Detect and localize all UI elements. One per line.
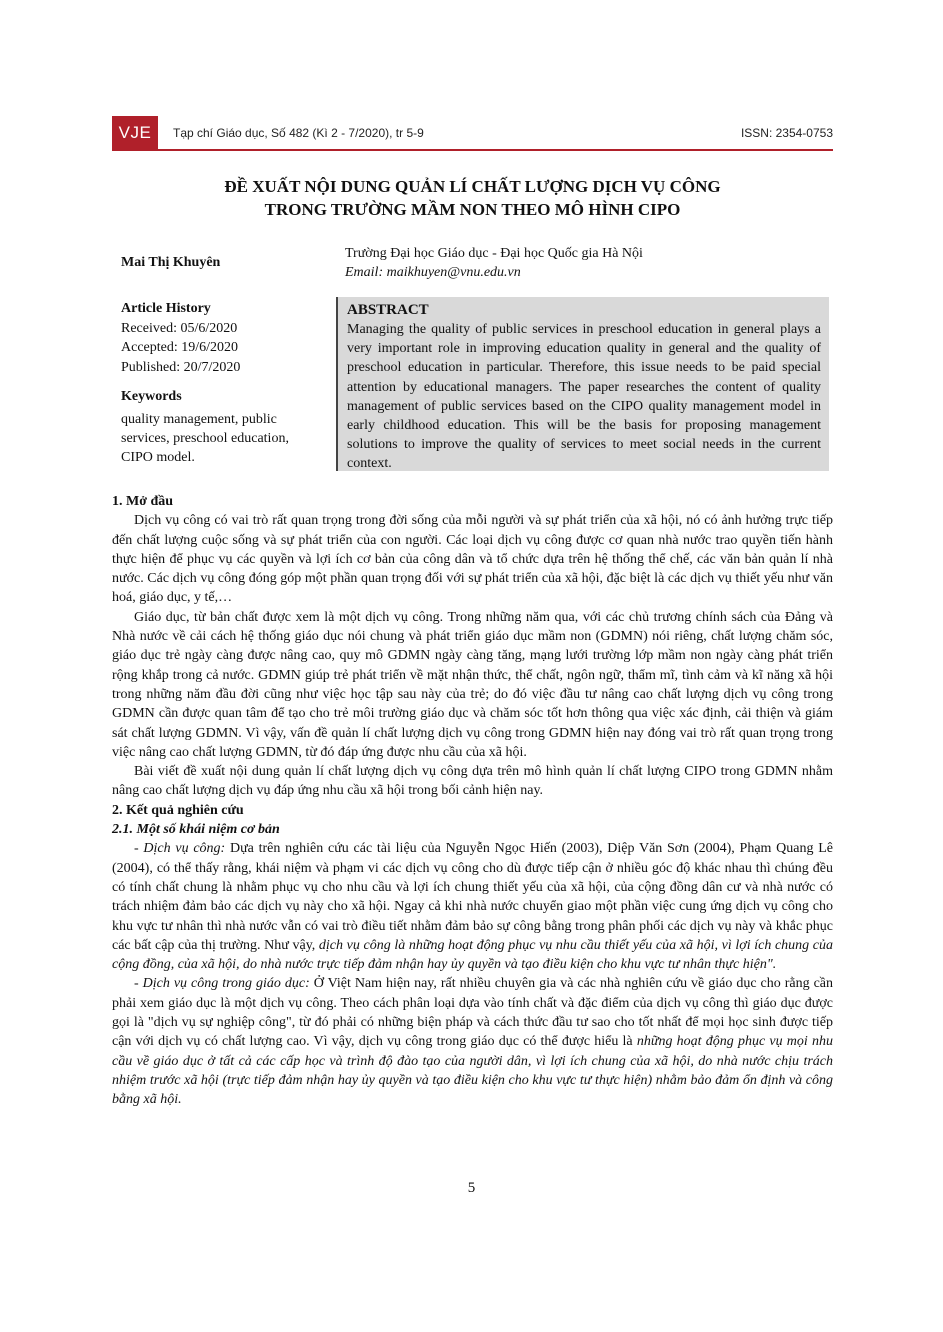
- article-info: [121, 299, 316, 467]
- paragraph-3: Bài viết đề xuất nội dung quản lí chất lượng dịch vụ công dựa trên mô hình quản lí chất lượng CIPO trong GDMN nhằm nâng cao chất lượng dịch vụ đáp ứng nhu cầu xã hội trong bối cảnh hiện nay.: [112, 764, 833, 799]
- paragraph-2: Giáo dục, từ bản chất được xem là một dịch vụ công. Trong những năm qua, với các chủ trương chính sách của Đảng và Nhà nước về cải cách hệ thống giáo dục nói chung và phát triển giáo dục mầm non (GDMN) nói riêng, chất lượng chăm sóc, giáo dục trẻ ngày càng được nâng cao, quy mô GDMN ngày càng tăng, mạng lưới trường lớp mầm non ngày càng phát triển rộng khắp trong cả nước. GDMN giúp trẻ phát triển về mặt nhận thức, thể chất, ngôn ngữ, thẩm mĩ, tình cảm và kĩ năng xã hội trong những năm đầu đời cũng như việc học tập sau này của trẻ; do đó việc đầu tư nâng cao chất lượng dịch vụ công trong GDMN cần được quan tâm để tạo cho trẻ môi trường giáo dục và chăm sóc tốt hơn thông qua việc xác định, cải thiện và giám sát chất lượng GDMN. Vì vậy, vấn đề quản lí chất lượng dịch vụ công trong GDMN hiện nay đóng vai trò rất quan trọng trong việc nâng cao chất lượng GDMN, từ đó đáp ứng được nhu cầu của xã hội.: [112, 609, 833, 760]
- author-email: Email: maikhuyen@vnu.edu.vn: [345, 265, 521, 280]
- term-dich-vu-cong: - Dịch vụ công:: [134, 841, 226, 857]
- page-number: 5: [467, 1180, 476, 1196]
- paragraph-4-text: Dựa trên nghiên cứu các tài liệu của Nguyễn Ngọc Hiến (2003), Diệp Văn Sơn (2004), Phạm Quang Lê (2004), có thể thấy rằng, khái niệm và phạm vi các dịch vụ công cho dù được tiếp cận ở nhiều góc độ khác nhau thì chúng đều có tính chất chung là nhằm phục vụ cho nhu cầu và lợi ích chung thiết yếu của xã hội, của cộng đồng dân cư và nhà nước có trách nhiệm đảm bảo các dịch vụ này cho xã hội. Ngay cả khi nhà nước chuyển giao một phần việc cung ứng dịch vụ công cho khu vực tư nhân thì nhà nước vẫn có vai trò điều tiết nhằm đảm bảo sự công bằng trong phân phối các dịch vụ này và khắc phục các bất cập của thị trường. Như vậy,: [112, 841, 834, 953]
- paragraph-4-definition: dịch vụ công là những hoạt động phục vụ nhu cầu thiết yếu của xã hội, vì lợi ích chung của cộng đồng, của xã hội, do nhà nước trực tiếp đảm nhận hay ủy quyền và tạo điều kiện cho khu vực tư nhân thực hiện".: [112, 937, 833, 973]
- paragraph-5-definition: những hoạt động phục vụ mọi nhu cầu về giáo dục ở tất cả các cấp học và trình độ đào tạo của người dân, vì lợi ích chung của xã hội, do nhà nước chịu trách nhiệm trước xã hội (trực tiếp đảm nhận hay ủy quyền và tạo điều kiện cho khu vực tư thực hiện) nhằm bảo đảm ổn định và công bằng xã hội.: [112, 1034, 833, 1108]
- article-history-heading: Article History: [121, 301, 211, 316]
- author-name: Mai Thị Khuyên: [121, 255, 221, 270]
- section-2-heading: 2. Kết quả nghiên cứu: [112, 802, 244, 818]
- author-affiliation-block: [345, 244, 643, 282]
- paragraph-1: Dịch vụ công có vai trò rất quan trọng trong đời sống của mỗi người và sự phát triển của xã hội, nó có ảnh hưởng trực tiếp đến chất lượng cuộc sống và sự phát triển của con người. Các loại dịch vụ công được cơ quan nhà nước trao quyền tiến hành thực hiện để phục vụ các quyền và lợi ích cơ bản của công dân và tổ chức dựa trên hệ thống thể chế, các văn bản quản lí nhà nước. Các dịch vụ công đóng góp một phần quan trọng đối với sự phát triển của xã hội, đặc biệt là các dịch vụ thiết yếu như văn hoá, giáo dục, y tế,…: [112, 513, 833, 606]
- keywords-heading: Keywords: [121, 389, 182, 404]
- term-dich-vu-cong-giao-duc: - Dịch vụ công trong giáo dục:: [134, 976, 310, 992]
- abstract-box: [336, 297, 829, 471]
- journal-header: [112, 116, 833, 149]
- paragraph-5: [112, 974, 833, 1109]
- keywords-text: quality management, public services, preschool education, CIPO model.: [121, 411, 289, 465]
- section-1-heading: 1. Mở đầu: [112, 494, 174, 509]
- received-date: Received: 05/6/2020: [121, 320, 238, 336]
- paragraph-5-text: Ở Việt Nam hiện nay, rất nhiều chuyên gia và các nhà nghiên cứu về giáo dục cho rằng cần phải xem giáo dục là một dịch vụ công. Theo cách phân loại dựa vào tính chất và đặc điểm của dịch vụ công thì giáo dục được gọi là "dịch vụ sự nghiệp công", từ đó phải có những biện pháp và cách thức đầu tư sao cho tốt nhất để mọi học sinh được tiếp cận với dịch vụ có chất lượng cao. Vì vậy, dịch vụ công trong giáo dục có thể được hiểu là: [112, 976, 833, 1050]
- article-title: [112, 175, 833, 221]
- article-body: [112, 492, 833, 1110]
- abstract-text: Managing the quality of public services in preschool education in general plays a very important role in improving education quality in general and the quality of preschool education in particular. Therefore, this issue needs to be paid special attention by educational managers. The paper researches the content of quality management of public services based on the CIPO quality management model in early childhood education. This will be the basis for proposing management solutions to improve the quality of services to meet social needs in the current context.: [347, 322, 821, 472]
- title-line-2: TRONG TRƯỜNG MẦM NON THEO MÔ HÌNH CIPO: [264, 200, 681, 219]
- accepted-date: Accepted: 19/6/2020: [121, 340, 239, 355]
- abstract-heading: ABSTRACT: [347, 302, 429, 318]
- header-divider: [112, 149, 833, 151]
- issn: ISSN: 2354-0753: [740, 126, 833, 140]
- journal-logo: VJE: [112, 116, 158, 149]
- title-line-1: ĐỀ XUẤT NỘI DUNG QUẢN LÍ CHẤT LƯỢNG DỊCH VỤ CÔNG: [224, 177, 721, 196]
- affiliation: Trường Đại học Giáo dục - Đại học Quốc gia Hà Nội: [345, 246, 643, 261]
- paragraph-4: [112, 839, 833, 974]
- journal-citation: Tạp chí Giáo dục, Số 482 (Kì 2 - 7/2020), tr 5-9: [173, 126, 424, 140]
- subsection-2-1-heading: 2.1. Một số khái niệm cơ bản: [112, 822, 280, 838]
- published-date: Published: 20/7/2020: [121, 359, 241, 375]
